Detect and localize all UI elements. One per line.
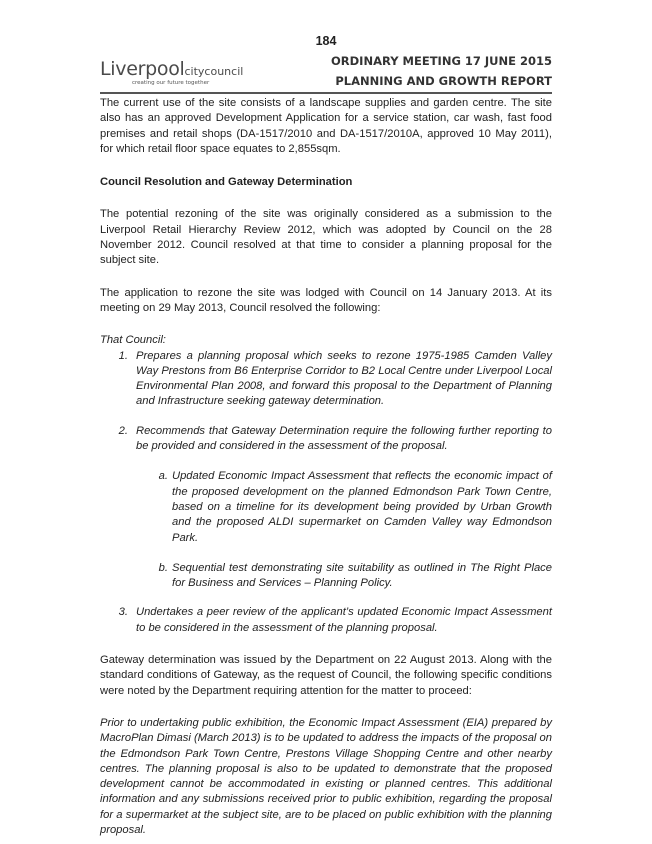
logo-main-text: Liverpool xyxy=(100,58,185,80)
logo-city-text: citycouncil xyxy=(184,65,244,78)
resolution-subitem-b xyxy=(100,561,552,592)
paragraph-condition: Prior to undertaking public exhibition, the Economic Impact Assessment (EIA) prepared by MacroPlan Dimasi (March 2013) is to be updated to address the impacts of the proposal on the Edmondson Park Town Centre, Prestons Village Shopping Centre and other nearby centres. The planning proposal is also to be updated to demonstrate that the proposed development cannot be accommodated in existing or planned centres. This additional information and any submissions received prior to public exhibition, regarding the proposal for a supermarket at the subject site, are to be placed on public exhibition with the planning proposal. xyxy=(100,716,552,836)
logo-wordmark xyxy=(100,60,243,79)
resolution-item-2 xyxy=(100,424,552,455)
list-letter: b. xyxy=(158,561,168,574)
list-letter: a. xyxy=(158,470,168,483)
council-logo xyxy=(100,60,243,86)
paragraph-application: The application to rezone the site was lodged with Council on 14 January 2013. At its meeting on 29 May 2013, Council resolved the following: xyxy=(100,286,552,314)
resolution-item-1 xyxy=(100,349,552,410)
list-number: 1. xyxy=(118,349,128,362)
resolution-subitem-a xyxy=(100,469,552,545)
meeting-title: ORDINARY MEETING 17 JUNE 2015 xyxy=(331,54,552,68)
resolution-item-3 xyxy=(100,605,552,636)
section-heading: Council Resolution and Gateway Determination xyxy=(100,176,353,189)
page-number: 184 xyxy=(315,34,337,48)
list-number: 2. xyxy=(118,424,128,437)
list-text: Updated Economic Impact Assessment that reflects the economic impact of the proposed development on the planned Edmondson Park Town Centre, based on a timeline for its development being provided by Urban Growth and the proposed ALDI supermarket on Camden Valley way Edmondson Park. xyxy=(172,470,552,544)
list-text: Undertakes a peer review of the applicant’s updated Economic Impact Assessment to be considered in the assessment of the planning proposal. xyxy=(136,606,552,634)
list-text: Prepares a planning proposal which seeks to rezone 1975-1985 Camden Valley Way Prestons from B6 Enterprise Corridor to B2 Local Centre under Liverpool Local Environmental Plan 2008, and forward this proposal to the Department of Planning and Infrastructure seeking gateway determination. xyxy=(136,349,552,408)
paragraph-rezoning-history: The potential rezoning of the site was originally considered as a submission to the Liverpool Retail Hierarchy Review 2012, which was adopted by Council on the 28 November 2012. Council resolved at that time to consider a planning proposal for the subject site. xyxy=(100,208,552,267)
resolution-intro: That Council: xyxy=(100,334,166,347)
report-header xyxy=(331,56,552,87)
list-number: 3. xyxy=(118,606,128,619)
document-body xyxy=(100,96,552,838)
paragraph-gateway: Gateway determination was issued by the Department on 22 August 2013. Along with the standard conditions of Gateway, as the request of Council, the following specific conditions were noted by the Department requiring attention for the matter to proceed: xyxy=(100,654,552,697)
logo-tagline: creating our future together xyxy=(132,80,210,86)
list-text: Recommends that Gateway Determination require the following further reporting to be provided and considered in the assessment of the proposal. xyxy=(136,424,552,453)
header-divider xyxy=(100,92,552,94)
list-text: Sequential test demonstrating site suitability as outlined in The Right Place for Business and Services – Planning Policy. xyxy=(172,561,552,590)
paragraph-site-use: The current use of the site consists of a landscape supplies and garden centre. The site also has an approved Development Application for a service station, car wash, fast food premises and retail shops (DA-1517/2010 and DA-1517/2010A, approved 10 May 2011), for which retail floor space equates to 2,855sqm. xyxy=(100,97,552,155)
report-title: PLANNING AND GROWTH REPORT xyxy=(335,73,552,88)
